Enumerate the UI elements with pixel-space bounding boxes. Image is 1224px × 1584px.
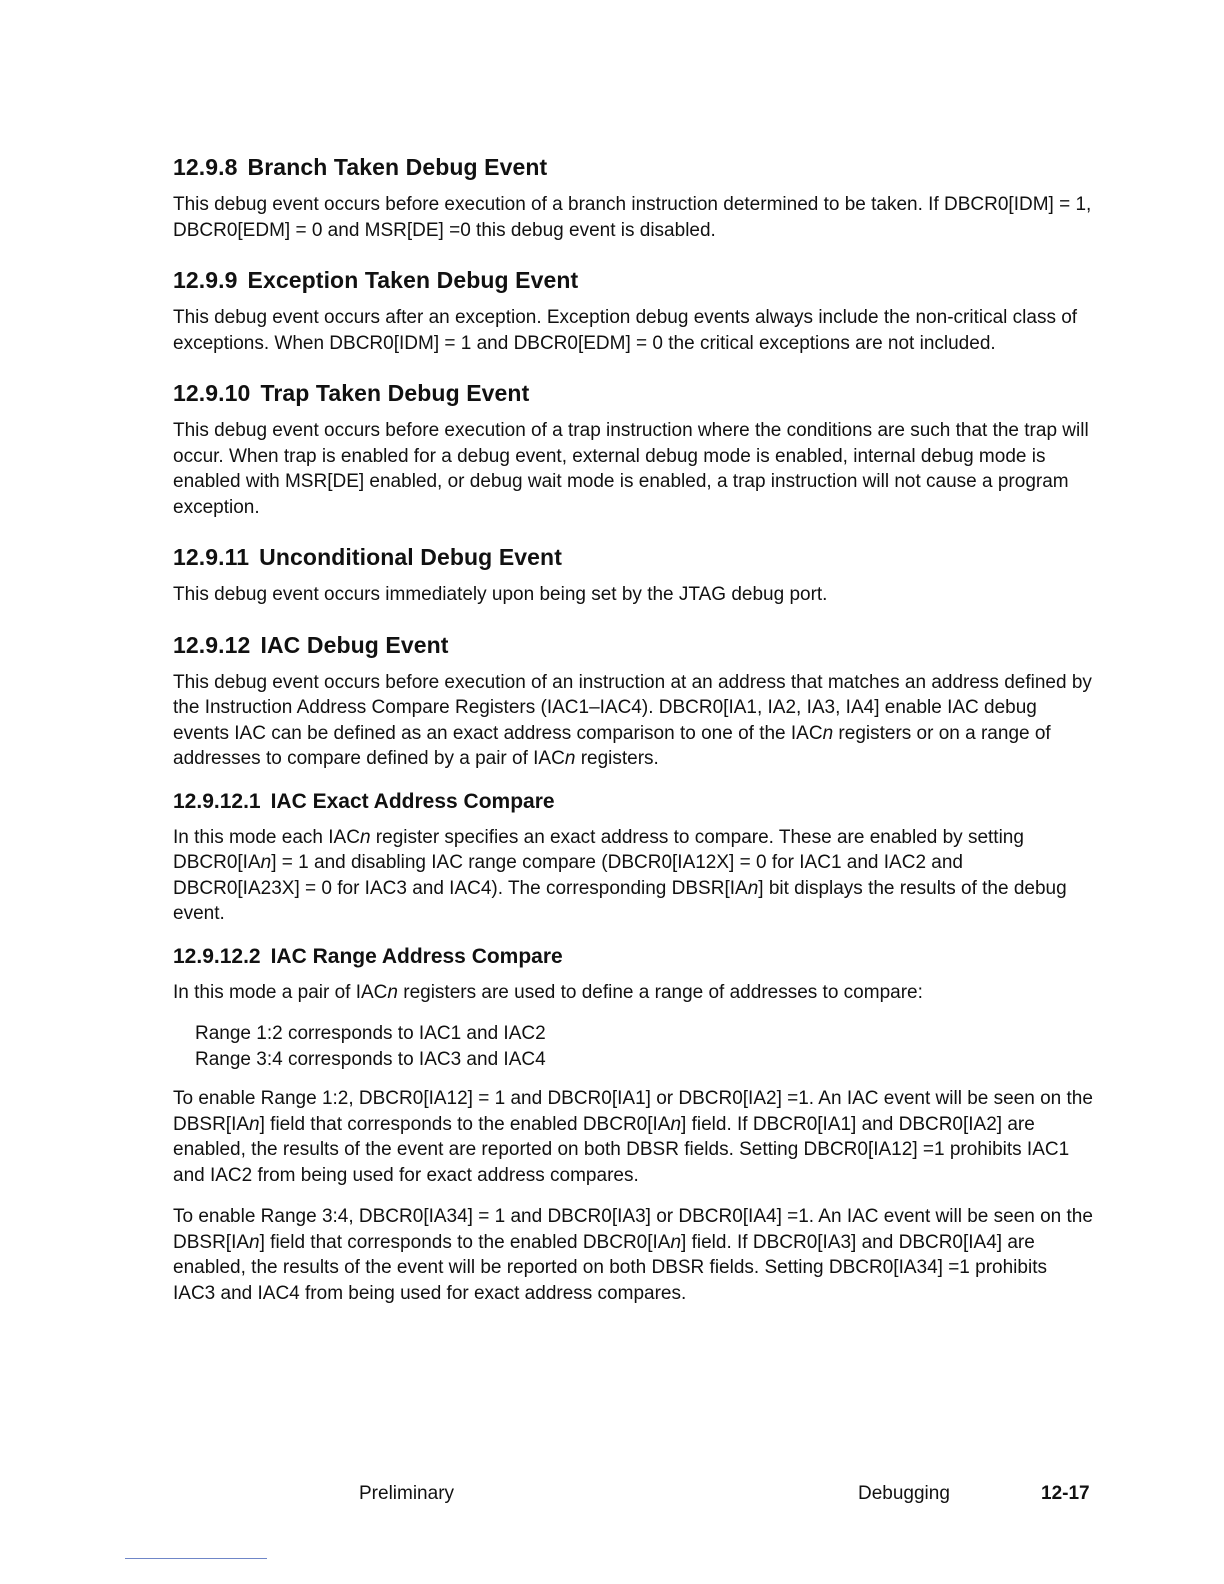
text-run: ] bit displays the results of the debug event.: [173, 877, 1067, 924]
text-run: ] field. If DBCR0[IA1] and DBCR0[IA2] are enabled, the results of the event are reported on both DBSR fields. Setting DBCR0[IA12] =1 prohibits IAC1 and IAC2 from being used for exact address compares.: [173, 1113, 1070, 1186]
variable-n: n: [359, 826, 371, 848]
paragraph-branch-taken: This debug event occurs before execution of a branch instruction determined to be taken. If DBCR0[IDM] = 1, DBCR0[EDM] = 0 and MSR[DE] =0 this debug event is disabled.: [173, 194, 1092, 241]
paragraph-iac-range-intro: [173, 980, 1093, 1006]
text-run: In this mode a pair of IAC: [173, 981, 388, 1003]
heading-12-9-10: [173, 378, 1093, 408]
section-number: 12.9.12.2: [173, 944, 261, 968]
section-title: Exception Taken Debug Event: [247, 267, 579, 293]
text-run: ] = 1 and disabling IAC range compare (DBCR0[IA12X] = 0 for IAC1 and IAC2 and DBCR0[IA23X] = 0 for IAC3 and IAC4). The corresponding DBSR[IA: [173, 852, 963, 899]
heading-12-9-9: [173, 265, 1093, 295]
footer-preliminary: Preliminary: [359, 1483, 455, 1504]
text-run: ] field that corresponds to the enabled DBCR0[IA: [259, 1113, 671, 1135]
page-body: [173, 152, 1093, 1322]
text-run: register specifies an exact address to compare. These are enabled by setting DBCR0[IA: [173, 826, 1024, 873]
section-number: 12.9.11: [173, 544, 250, 570]
text-run: registers.: [575, 748, 659, 769]
paragraph-exception-taken: This debug event occurs after an exception. Exception debug events always include the non-critical class of exceptions. When DBCR0[IDM] = 1 and DBCR0[EDM] = 0 the critical exceptions are not included.: [173, 307, 1078, 354]
section-title: IAC Debug Event: [260, 631, 449, 658]
section-number: 12.9.12.1: [173, 789, 261, 813]
variable-n: n: [249, 1113, 260, 1135]
variable-n: n: [747, 877, 759, 899]
section-title: IAC Range Address Compare: [270, 944, 563, 968]
variable-n: n: [564, 748, 576, 769]
heading-12-9-11: [173, 542, 1093, 572]
range-item-3-4: Range 3:4 corresponds to IAC3 and IAC4: [195, 1048, 546, 1070]
range-list: [195, 1021, 1093, 1072]
text-run: ] field that corresponds to the enabled DBCR0[IA: [259, 1231, 671, 1253]
paragraph-range-3-4: [173, 1204, 1093, 1306]
paragraph-unconditional: This debug event occurs immediately upon being set by the JTAG debug port.: [173, 584, 828, 605]
section-number: 12.9.8: [173, 154, 238, 180]
text-run: ] field. If DBCR0[IA3] and DBCR0[IA4] are enabled, the results of the event will be reported on both DBSR fields. Setting DBCR0[IA34] =1 prohibits IAC3 and IAC4 from being used for exact address compares.: [173, 1231, 1047, 1304]
section-title: Trap Taken Debug Event: [260, 380, 530, 406]
paragraph-range-1-2: [173, 1086, 1093, 1188]
variable-n: n: [260, 852, 272, 873]
section-number: 12.9.10: [173, 380, 251, 406]
variable-n: n: [670, 1231, 682, 1253]
heading-12-9-12-1: [173, 788, 1093, 816]
footer-page-number: 12-17: [1041, 1483, 1090, 1504]
heading-12-9-8: [173, 152, 1093, 182]
section-title: Unconditional Debug Event: [259, 544, 562, 570]
footer-chapter: Debugging: [858, 1483, 950, 1504]
paragraph-iac-exact: [173, 825, 1093, 927]
variable-n: n: [822, 722, 834, 744]
heading-12-9-12: [173, 630, 1093, 660]
section-number: 12.9.12: [173, 631, 251, 658]
variable-n: n: [249, 1231, 260, 1253]
text-run: registers or on a range of addresses to compare defined by a pair of IAC: [173, 722, 1051, 769]
scan-artifact-line: [125, 1558, 267, 1559]
range-item-1-2: Range 1:2 corresponds to IAC1 and IAC2: [195, 1023, 546, 1044]
text-run: To enable Range 1:2, DBCR0[IA12] = 1 and DBCR0[IA1] or DBCR0[IA2] =1. An IAC event will be seen on the DBSR[IA: [173, 1088, 1093, 1135]
paragraph-iac-debug-event: [173, 670, 1093, 772]
paragraph-trap-taken: This debug event occurs before execution of a trap instruction where the conditions are such that the trap will occur. When trap is enabled for a debug event, external debug mode is enabled, internal debug mode is enabled with MSR[DE] enabled, or debug wait mode is enabled, a trap instruction will not cause a program exception.: [173, 420, 1089, 518]
section-title: Branch Taken Debug Event: [247, 154, 548, 180]
text-run: This debug event occurs before execution of an instruction at an address that matches an address defined by the Instruction Address Compare Registers (IAC1–IAC4). DBCR0[IA1, IA2, IA3, IA4] enable IAC debug events IAC can be defined as an exact address comparison to one of the IAC: [173, 671, 1092, 744]
section-number: 12.9.9: [173, 267, 238, 293]
variable-n: n: [670, 1113, 682, 1135]
text-run: In this mode each IAC: [173, 826, 360, 848]
heading-12-9-12-2: [173, 943, 1093, 971]
text-run: To enable Range 3:4, DBCR0[IA34] = 1 and DBCR0[IA3] or DBCR0[IA4] =1. An IAC event will be seen on the DBSR[IA: [173, 1206, 1093, 1253]
text-run: registers are used to define a range of addresses to compare:: [397, 981, 923, 1003]
variable-n: n: [387, 981, 398, 1003]
section-title: IAC Exact Address Compare: [270, 789, 555, 813]
